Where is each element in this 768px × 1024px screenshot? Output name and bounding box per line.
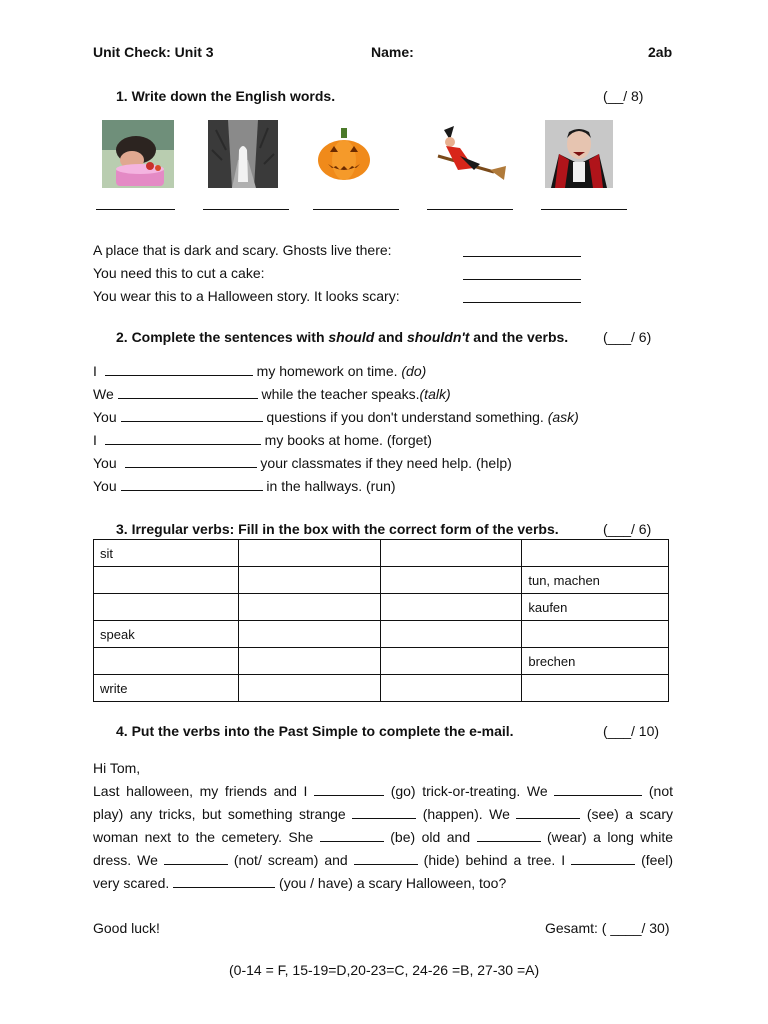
table-cell[interactable] bbox=[522, 675, 669, 702]
q2-title-pre: 2. Complete the sentences with bbox=[116, 329, 329, 345]
email-segment: (hide) behind a tree. I bbox=[417, 852, 572, 868]
email-blank[interactable] bbox=[173, 875, 275, 888]
table-cell[interactable]: write bbox=[94, 675, 239, 702]
email-blank[interactable] bbox=[352, 806, 416, 819]
email-blank[interactable] bbox=[477, 829, 541, 842]
sentence-verb: (help) bbox=[475, 455, 512, 471]
sentence-rest: questions if you don't understand something. bbox=[262, 409, 548, 425]
email-blank[interactable] bbox=[571, 852, 635, 865]
q4-score: (___/ 10) bbox=[603, 723, 660, 739]
sentence-subject: You bbox=[93, 409, 117, 425]
email-blank[interactable] bbox=[516, 806, 580, 819]
sentence-verb: (forget) bbox=[386, 432, 432, 448]
sentence-subject: I bbox=[93, 432, 97, 448]
table-cell[interactable] bbox=[239, 621, 381, 648]
sentence-blank[interactable] bbox=[105, 363, 253, 376]
q1-title: 1. Write down the English words. bbox=[116, 88, 336, 104]
sentence-subject: I bbox=[93, 363, 97, 379]
email-segment: (feel) very scared. bbox=[93, 852, 673, 891]
clue-3: You wear this to a Halloween story. It looks scary: bbox=[93, 288, 400, 304]
sentence-2 bbox=[93, 383, 451, 406]
table-cell[interactable] bbox=[380, 567, 522, 594]
table-row bbox=[94, 567, 669, 594]
email-segment: (be) old and bbox=[383, 829, 477, 845]
q3-score: (___/ 6) bbox=[603, 521, 652, 537]
unit-title: Unit Check: Unit 3 bbox=[93, 44, 214, 60]
sentence-verb: (run) bbox=[366, 478, 396, 494]
table-cell[interactable] bbox=[522, 621, 669, 648]
table-cell[interactable] bbox=[380, 594, 522, 621]
table-cell[interactable]: kaufen bbox=[522, 594, 669, 621]
sentence-verb: (do) bbox=[401, 363, 427, 379]
sentence-5 bbox=[93, 452, 512, 475]
q4-title: 4. Put the verbs into the Past Simple to complete the e-mail. bbox=[116, 723, 514, 739]
email-blank[interactable] bbox=[314, 783, 384, 796]
email-segment: (you / have) a scary Halloween, too? bbox=[275, 875, 507, 891]
sentence-blank[interactable] bbox=[125, 455, 257, 468]
q1-score: (__/ 8) bbox=[603, 88, 644, 104]
sentence-subject: You bbox=[93, 455, 117, 471]
sentence-6 bbox=[93, 475, 396, 498]
irregular-verbs-table bbox=[93, 539, 669, 702]
q3-title: 3. Irregular verbs: Fill in the box with the correct form of the verbs. bbox=[116, 521, 559, 537]
table-row bbox=[94, 621, 669, 648]
table-row bbox=[94, 594, 669, 621]
email-blank[interactable] bbox=[164, 852, 228, 865]
sentence-subject: You bbox=[93, 478, 117, 494]
answer-line-4[interactable] bbox=[427, 209, 513, 210]
table-cell[interactable] bbox=[239, 675, 381, 702]
q2-and: and bbox=[374, 329, 407, 345]
table-cell[interactable]: brechen bbox=[522, 648, 669, 675]
table-cell[interactable] bbox=[380, 621, 522, 648]
table-cell[interactable] bbox=[380, 540, 522, 567]
email-greeting: Hi Tom, bbox=[93, 760, 141, 776]
table-cell[interactable] bbox=[239, 594, 381, 621]
email-blank[interactable] bbox=[320, 829, 384, 842]
clue-2: You need this to cut a cake: bbox=[93, 265, 265, 281]
sentence-subject: We bbox=[93, 386, 114, 402]
jack-o-lantern-icon bbox=[316, 128, 372, 182]
sentence-rest: in the hallways. bbox=[262, 478, 367, 494]
sentence-rest: your classmates if they need help. bbox=[256, 455, 476, 471]
q2-title bbox=[116, 329, 568, 345]
table-cell[interactable] bbox=[94, 567, 239, 594]
sentence-3 bbox=[93, 406, 579, 429]
vampire-icon bbox=[545, 120, 613, 188]
sentence-1 bbox=[93, 360, 426, 383]
sentence-rest: while the teacher speaks. bbox=[257, 386, 420, 402]
ghost-in-forest-icon bbox=[208, 120, 278, 188]
q2-title-post: and the verbs. bbox=[469, 329, 569, 345]
table-cell[interactable] bbox=[522, 540, 669, 567]
sentence-blank[interactable] bbox=[105, 432, 261, 445]
email-body bbox=[93, 757, 673, 895]
sentence-blank[interactable] bbox=[118, 386, 258, 399]
table-cell[interactable]: sit bbox=[94, 540, 239, 567]
email-segment: (go) trick-or-treating. We bbox=[384, 783, 555, 799]
grading-scale: (0-14 = F, 15-19=D,20-23=C, 24-26 =B, 27-30 =A) bbox=[229, 962, 540, 978]
clue-3-blank[interactable] bbox=[463, 287, 581, 303]
table-cell[interactable]: tun, machen bbox=[522, 567, 669, 594]
table-cell[interactable] bbox=[239, 567, 381, 594]
sentence-4 bbox=[93, 429, 432, 452]
total-score: Gesamt: ( ____/ 30) bbox=[545, 920, 670, 936]
email-segment: (not play) any tricks, but something strange bbox=[93, 783, 673, 822]
child-bobbing-apples-icon bbox=[102, 120, 174, 188]
table-row bbox=[94, 540, 669, 567]
answer-line-2[interactable] bbox=[203, 209, 289, 210]
table-row bbox=[94, 675, 669, 702]
email-segment: (happen). We bbox=[416, 806, 517, 822]
class-label: 2ab bbox=[648, 44, 673, 60]
email-segment: Last halloween, my friends and I bbox=[93, 783, 315, 799]
email-blank[interactable] bbox=[554, 783, 642, 796]
email-blank[interactable] bbox=[354, 852, 418, 865]
table-cell[interactable] bbox=[380, 675, 522, 702]
sentence-verb: (talk) bbox=[419, 386, 451, 402]
sentence-verb: (ask) bbox=[547, 409, 579, 425]
clue-1: A place that is dark and scary. Ghosts live there: bbox=[93, 242, 392, 258]
clue-1-blank[interactable] bbox=[463, 241, 581, 257]
answer-line-5[interactable] bbox=[541, 209, 627, 210]
name-label: Name: bbox=[371, 44, 414, 60]
sentence-blank[interactable] bbox=[121, 478, 263, 491]
table-cell[interactable]: speak bbox=[94, 621, 239, 648]
table-cell[interactable] bbox=[94, 594, 239, 621]
answer-line-3[interactable] bbox=[313, 209, 399, 210]
clue-2-blank[interactable] bbox=[463, 264, 581, 280]
q2-score: (___/ 6) bbox=[603, 329, 652, 345]
table-cell[interactable] bbox=[94, 648, 239, 675]
sentence-blank[interactable] bbox=[121, 409, 263, 422]
table-cell[interactable] bbox=[380, 648, 522, 675]
q2-should: should bbox=[328, 329, 375, 345]
good-luck: Good luck! bbox=[93, 920, 160, 936]
table-cell[interactable] bbox=[239, 540, 381, 567]
sentence-rest: my books at home. bbox=[260, 432, 387, 448]
email-segment: (wear) a long white dress. We bbox=[93, 829, 673, 868]
answer-line-1[interactable] bbox=[96, 209, 175, 210]
email-segment: (see) a scary woman next to the cemetery. She bbox=[93, 806, 673, 845]
q2-shouldnt: shouldn't bbox=[406, 329, 470, 345]
table-row bbox=[94, 648, 669, 675]
email-segment: (not/ scream) and bbox=[227, 852, 354, 868]
table-cell[interactable] bbox=[239, 648, 381, 675]
sentence-rest: my homework on time. bbox=[252, 363, 402, 379]
witch-on-broom-icon bbox=[434, 126, 506, 182]
email-text bbox=[93, 780, 673, 895]
